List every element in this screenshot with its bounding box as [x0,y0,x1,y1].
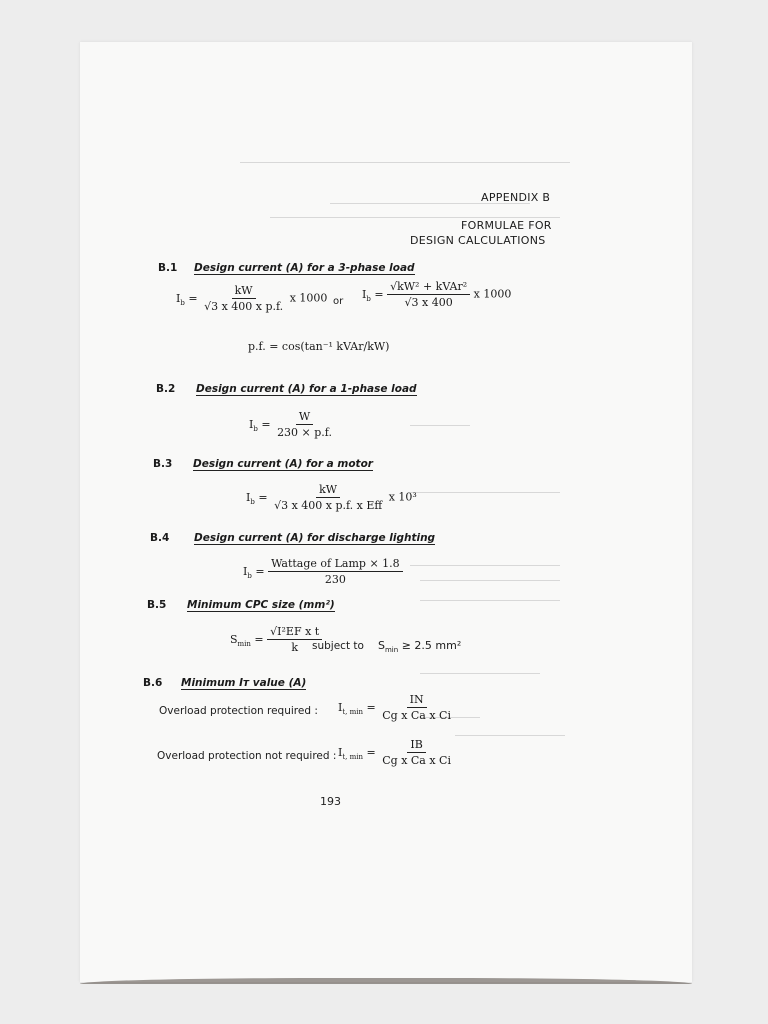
section-number: B.6 [143,677,163,689]
fraction-numerator: IB [407,738,425,753]
section-b1-heading [158,262,415,274]
formula-b2: $I_b$ = $\frac{W}{230 \times p.f.}$ [249,410,335,439]
document-page [80,42,692,982]
fraction-numerator: IN [407,693,427,708]
formula-b6-not-required: $I_{t, min}$ = $\frac{IB}{\text{Cg x Ca x Ci}}$ [338,738,454,767]
page-edge-shadow [80,978,692,984]
formula-b1-pf: p.f. = cos(tan⁻¹ kVAr/kW) [248,340,390,353]
formula-b5: $S_{min}$ = $\frac{\text{√I²EF x t}}{k}$ [230,625,322,654]
fraction-numerator: W [296,410,313,425]
bleed-line [270,217,560,218]
fraction-numerator: kW [232,284,256,299]
bleed-line [420,673,540,674]
bleed-line [410,565,560,566]
overload-required-label: Overload protection required : [159,705,318,717]
subject-to-text: subject to [312,640,364,652]
page-number: 193 [320,795,341,808]
overload-not-required-label: Overload protection not required : [157,750,337,762]
appendix-label: APPENDIX B [481,191,551,204]
fraction-denominator: √3 x 400 x p.f. x Eff [274,499,383,512]
section-title: Design current (A) for a motor [193,458,373,470]
bleed-line [410,425,470,426]
formula-b1-a: $I_b$ = $\frac{kW}{\text{√3 x 400 x p.f.}}$ x 1000 [176,284,328,313]
or-text: or [333,296,344,307]
section-number: B.4 [150,532,170,544]
bleed-line [240,162,570,163]
section-number: B.3 [153,458,173,470]
section-title: Design current (A) for a 3-phase load [194,262,415,274]
fraction-numerator: √I²EF x t [267,625,322,640]
header-title-line1: FORMULAE FOR [461,219,552,232]
section-b5-heading [147,599,335,611]
bleed-line [420,580,560,581]
section-b3-heading [153,458,373,470]
formula-b3: $I_b$ = $\frac{kW}{\text{√3 x 400 x p.f. x Eff}}$ x 10³ [246,483,417,512]
section-title: Design current (A) for a 1-phase load [196,383,417,395]
multiplier: x 1000 [473,287,512,301]
section-number: B.5 [147,599,167,611]
fraction-denominator: 230 [324,573,346,586]
multiplier: x 10³ [388,490,417,504]
fraction-denominator: Cg x Ca x Ci [382,754,451,767]
bleed-line [455,735,565,736]
fraction-numerator: kW [316,483,340,498]
formula-b4: $I_b$ = $\frac{\text{Wattage of Lamp × 1.8}}{230}$ [243,557,403,586]
section-b4-heading [150,532,436,544]
fraction-numerator: Wattage of Lamp × 1.8 [268,557,403,572]
fraction-numerator: √kW² + kVAr² [387,280,470,295]
section-title: Minimum Iᴛ value (A) [181,677,307,689]
section-number: B.1 [158,262,178,274]
formula-b1-b: $I_b$ = $\frac{\text{√kW² + kVAr²}}{√3 x 400}$ x 1000 [362,280,512,309]
fraction-denominator: Cg x Ca x Ci [382,709,451,722]
fraction-denominator: √3 x 400 x p.f. [204,300,284,313]
fraction-denominator: 230 × p.f. [277,426,332,439]
bleed-line [410,492,560,493]
formula-b6-required: $I_{t, min}$ = $\frac{IN}{\text{Cg x Ca x Ci}}$ [338,693,454,722]
section-b2-heading [156,383,417,395]
fraction-denominator: √3 x 400 [404,296,453,309]
multiplier: x 1000 [289,291,328,305]
section-title: Minimum CPC size (mm²) [187,599,335,611]
section-b6-heading [143,677,307,689]
section-title: Design current (A) for discharge lighting [194,532,436,544]
section-number: B.2 [156,383,176,395]
header-title-line2: DESIGN CALCULATIONS [410,234,546,247]
smin-condition: $S_{min} \ge 2.5$ mm² [378,639,462,654]
fraction-denominator: k [291,641,299,654]
bleed-line [420,600,560,601]
